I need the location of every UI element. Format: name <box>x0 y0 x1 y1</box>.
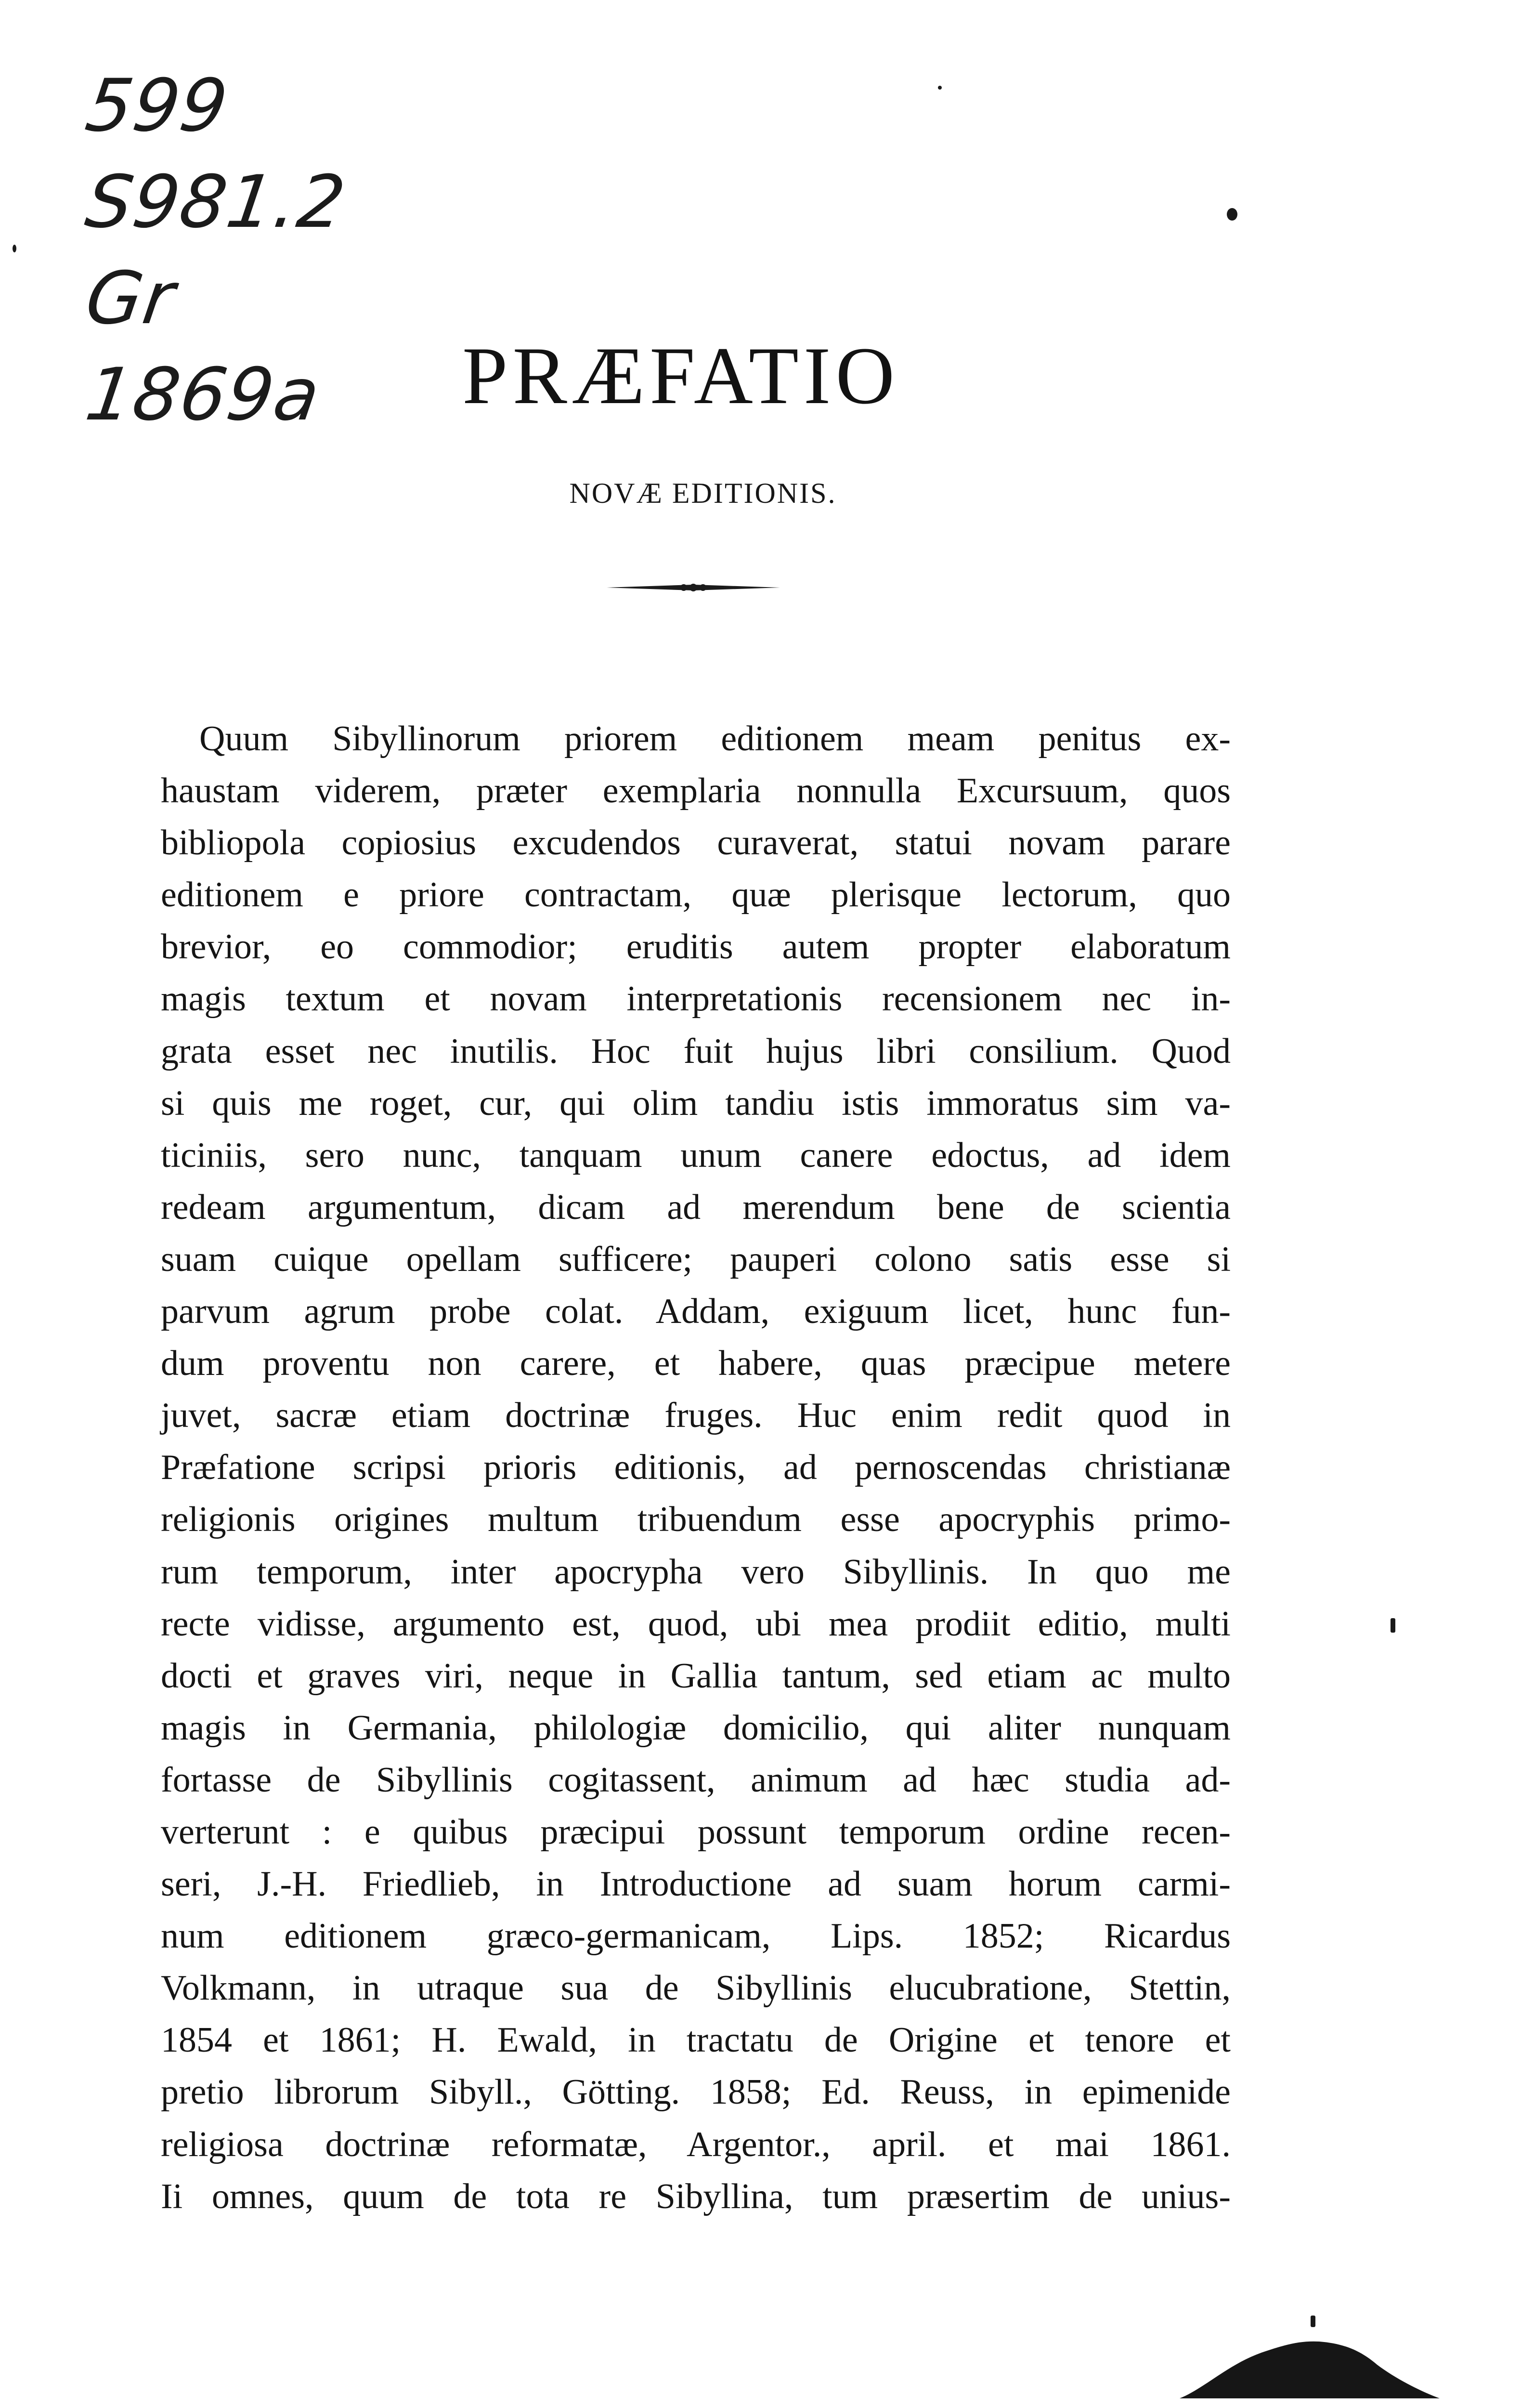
text-line: parvum agrum probe colat. Addam, exiguum licet, hunc fun- <box>161 1292 1231 1332</box>
text-line: religiosa doctrinæ reformatæ, Argentor., april. et mai 1861. <box>161 2124 1231 2164</box>
text-line: fortasse de Sibyllinis cogitassent, animum ad hæc studia ad- <box>161 1760 1231 1800</box>
page-title: PRÆFATIO <box>462 330 900 421</box>
scan-speck <box>1391 1618 1395 1633</box>
text-line: Volkmann, in utraque sua de Sibyllinis elucubratione, Stettin, <box>161 1968 1231 2008</box>
scan-speck <box>1227 208 1237 221</box>
handwritten-note-4: 1869a <box>80 353 325 437</box>
text-line: ticiniis, sero nunc, tanquam unum canere edoctus, ad idem <box>161 1135 1231 1175</box>
text-line: rum temporum, inter apocrypha vero Sibyllinis. In quo me <box>161 1552 1231 1592</box>
ornament-divider <box>607 580 780 595</box>
handwritten-note-1: 599 <box>80 64 234 148</box>
text-line: num editionem græco-germanicam, Lips. 1852; Ricardus <box>161 1916 1231 1956</box>
body-text <box>161 713 1231 2223</box>
text-line: grata esset nec inutilis. Hoc fuit hujus libri consilium. Quod <box>161 1031 1231 1071</box>
page-subtitle: NOVÆ EDITIONIS. <box>569 477 837 509</box>
text-line: magis textum et novam interpretationis recensionem nec in- <box>161 979 1231 1019</box>
text-line: docti et graves viri, neque in Gallia tantum, sed etiam ac multo <box>161 1656 1231 1696</box>
handwritten-shelfmark <box>80 58 385 443</box>
text-line: juvet, sacræ etiam doctrinæ fruges. Huc enim redit quod in <box>161 1396 1231 1436</box>
text-line: Ii omnes, quum de tota re Sibyllina, tum præsertim de unius- <box>161 2176 1231 2216</box>
handwritten-note-3: Gr <box>80 257 181 340</box>
text-line: editionem e priore contractam, quæ plerisque lectorum, quo <box>161 875 1231 915</box>
text-line: recte vidisse, argumento est, quod, ubi mea prodiit editio, multi <box>161 1604 1231 1644</box>
scan-speck <box>13 245 16 252</box>
text-line: dum proventu non carere, et habere, quas præcipue metere <box>161 1344 1231 1384</box>
text-line: pretio librorum Sibyll., Götting. 1858; Ed. Reuss, in epimenide <box>161 2072 1231 2112</box>
scan-speck <box>1311 2316 1315 2327</box>
text-line: suam cuique opellam sufficere; pauperi colono satis esse si <box>161 1239 1231 1279</box>
text-line: religionis origines multum tribuendum esse apocryphis primo- <box>161 1500 1231 1540</box>
ink-blot <box>1175 2331 1444 2403</box>
text-line: Quum Sibyllinorum priorem editionem meam penitus ex- <box>199 719 1231 759</box>
text-line: Præfatione scripsi prioris editionis, ad pernoscendas christianæ <box>161 1448 1231 1488</box>
scan-speck <box>938 86 942 90</box>
handwritten-note-2: S981.2 <box>80 160 351 244</box>
text-line: bibliopola copiosius excudendos curaverat, statui novam parare <box>161 823 1231 863</box>
text-line: 1854 et 1861; H. Ewald, in tractatu de Origine et tenore et <box>161 2020 1231 2060</box>
text-line: seri, J.-H. Friedlieb, in Introductione ad suam horum carmi- <box>161 1864 1231 1904</box>
text-line: verterunt : e quibus præcipui possunt temporum ordine recen- <box>161 1812 1231 1852</box>
text-line: brevior, eo commodior; eruditis autem propter elaboratum <box>161 927 1231 967</box>
text-line: redeam argumentum, dicam ad merendum bene de scientia <box>161 1187 1231 1227</box>
text-line: haustam viderem, præter exemplaria nonnulla Excursuum, quos <box>161 771 1231 811</box>
text-line: si quis me roget, cur, qui olim tandiu istis immoratus sim va- <box>161 1083 1231 1123</box>
text-line: magis in Germania, philologiæ domicilio, qui aliter nunquam <box>161 1708 1231 1748</box>
